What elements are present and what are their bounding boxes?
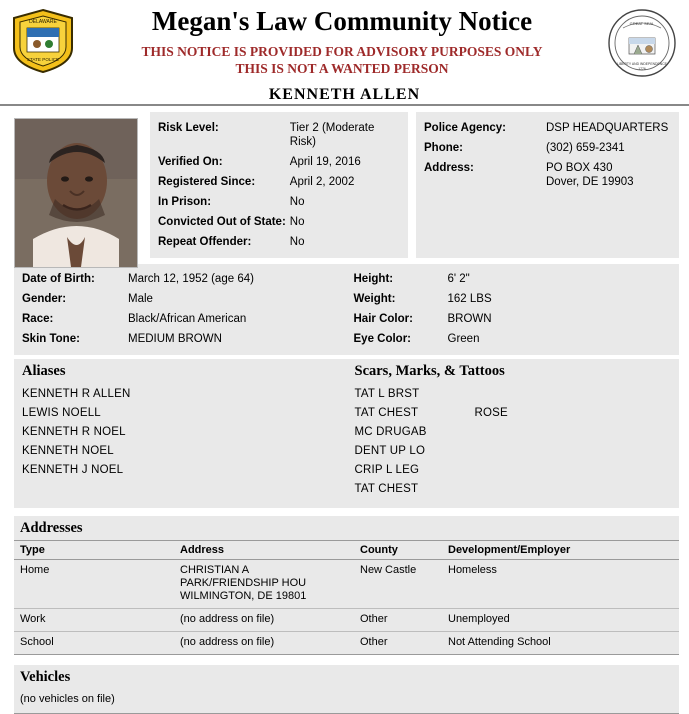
cell-address — [174, 560, 354, 609]
advisory-line-1: THIS NOTICE IS PROVIDED FOR ADVISORY PURPOSES ONLY — [141, 44, 543, 59]
cell-development: Not Attending School — [442, 632, 679, 655]
column-header-development-employer: Development/Employer — [442, 541, 679, 560]
dob-label: Date of Birth: — [22, 273, 95, 285]
table-row — [14, 609, 679, 632]
dob-value: March 12, 1952 (age 64) — [128, 273, 254, 285]
list-item: KENNETH R NOEL — [22, 426, 126, 438]
mark-code: TAT L BRST — [354, 388, 420, 400]
repeat-offender-label: Repeat Offender: — [158, 236, 252, 248]
height-value: 6' 2" — [447, 273, 470, 285]
table-row — [14, 632, 679, 655]
risk-level-label: Risk Level: — [158, 122, 219, 134]
weight-label: Weight: — [353, 293, 396, 305]
aliases-heading: Aliases — [22, 363, 66, 379]
list-item — [355, 462, 680, 481]
list-item: LEWIS NOELL — [22, 407, 101, 419]
list-item — [355, 443, 680, 462]
convicted-out-of-state-label: Convicted Out of State: — [158, 216, 286, 228]
weight-value: 162 LBS — [447, 293, 492, 305]
list-item — [355, 481, 680, 500]
registered-since-label: Registered Since: — [158, 176, 256, 188]
list-item: KENNETH R ALLEN — [22, 388, 131, 400]
in-prison-value: No — [289, 196, 305, 208]
address-line-1: CHRISTIAN A — [180, 564, 250, 576]
addresses-table — [14, 540, 679, 655]
offender-summary-section — [0, 112, 689, 355]
table-header-row — [14, 541, 679, 560]
registered-since-value: April 2, 2002 — [289, 176, 355, 188]
cell-county: New Castle — [354, 560, 442, 609]
hair-color-value: BROWN — [447, 313, 492, 325]
column-header-address: Address — [174, 541, 354, 560]
skin-tone-label: Skin Tone: — [22, 333, 80, 345]
great-seal-of-the-state-of-delaware-icon — [607, 8, 677, 78]
list-item — [355, 386, 680, 405]
mark-code: CRIP L LEG — [354, 464, 420, 476]
cell-county: Other — [354, 632, 442, 655]
svg-text:1776: 1776 — [638, 67, 646, 71]
scars-marks-tattoos-column — [347, 359, 680, 500]
police-agency-value: DSP HEADQUARTERS — [546, 122, 669, 134]
phone-label: Phone: — [424, 142, 463, 154]
cell-county: Other — [354, 609, 442, 632]
cell-development: Unemployed — [442, 609, 679, 632]
vehicles-empty-note: (no vehicles on file) — [20, 693, 115, 705]
eye-color-label: Eye Color: — [353, 333, 412, 345]
eye-color-value: Green — [447, 333, 480, 345]
page-title: Megan's Law Community Notice — [151, 6, 533, 36]
scars-list — [347, 386, 680, 500]
agency-address-line-2: Dover, DE 19903 — [546, 176, 634, 188]
table-row — [14, 560, 679, 609]
cell-type: Home — [14, 560, 174, 609]
list-item: KENNETH NOEL — [22, 445, 114, 457]
repeat-offender-value: No — [289, 236, 305, 248]
address-line-3: WILMINGTON, DE 19801 — [180, 590, 307, 602]
svg-text:GREAT SEAL: GREAT SEAL — [629, 21, 655, 26]
height-label: Height: — [353, 273, 394, 285]
column-header-county: County — [354, 541, 442, 560]
convicted-out-of-state-value: No — [289, 216, 305, 228]
vehicles-section — [14, 665, 679, 713]
cell-type: School — [14, 632, 174, 655]
race-value: Black/African American — [128, 313, 247, 325]
skin-tone-value: MEDIUM BROWN — [128, 333, 222, 345]
cell-address: (no address on file) — [174, 632, 354, 655]
mark-detail: ROSE — [474, 407, 508, 419]
race-label: Race: — [22, 313, 54, 325]
gender-label: Gender: — [22, 293, 67, 305]
svg-text:STATE POLICE: STATE POLICE — [26, 57, 60, 62]
scars-heading: Scars, Marks, & Tattoos — [354, 363, 505, 379]
mark-code: MC DRUGAB — [354, 426, 427, 438]
in-prison-label: In Prison: — [158, 196, 212, 208]
svg-text:LIBERTY AND INDEPENDENCE: LIBERTY AND INDEPENDENCE — [617, 62, 667, 66]
title-block — [90, 6, 594, 77]
agency-address-line-1: PO BOX 430 — [546, 162, 613, 174]
verified-on-value: April 19, 2016 — [289, 156, 361, 168]
summary-grid — [150, 112, 679, 258]
agency-panel — [416, 112, 679, 258]
aliases-and-marks-section — [14, 359, 679, 508]
mark-code: TAT CHEST — [354, 407, 419, 419]
verified-on-label: Verified On: — [158, 156, 223, 168]
cell-development: Homeless — [442, 560, 679, 609]
list-item: KENNETH J NOEL — [22, 464, 124, 476]
phone-value: (302) 659-2341 — [546, 142, 625, 154]
mark-code: DENT UP LO — [354, 445, 426, 457]
page-header — [0, 0, 689, 104]
registration-panel — [150, 112, 408, 258]
offender-photo — [14, 118, 138, 268]
agency-address-label: Address: — [424, 162, 474, 174]
delaware-state-police-seal-icon — [10, 8, 76, 74]
vehicles-heading: Vehicles — [20, 669, 71, 685]
risk-level-value: Tier 2 (Moderate Risk) — [289, 122, 375, 148]
list-item — [355, 405, 680, 424]
police-agency-label: Police Agency: — [424, 122, 507, 134]
mark-code: TAT CHEST — [354, 483, 419, 495]
svg-text:DELAWARE: DELAWARE — [29, 19, 57, 25]
address-line-2: PARK/FRIENDSHIP HOU — [180, 577, 307, 589]
gender-value: Male — [128, 293, 153, 305]
aliases-list — [14, 386, 347, 481]
cell-address: (no address on file) — [174, 609, 354, 632]
offender-name: KENNETH ALLEN — [268, 86, 421, 103]
hair-color-label: Hair Color: — [353, 313, 413, 325]
column-header-type: Type — [14, 541, 174, 560]
list-item — [355, 424, 680, 443]
advisory-line-2: THIS IS NOT A WANTED PERSON — [235, 61, 449, 76]
header-divider — [0, 104, 689, 106]
cell-type: Work — [14, 609, 174, 632]
physical-description-panel — [14, 264, 679, 355]
addresses-heading: Addresses — [20, 520, 83, 536]
addresses-section — [14, 516, 679, 655]
aliases-column — [14, 359, 347, 500]
